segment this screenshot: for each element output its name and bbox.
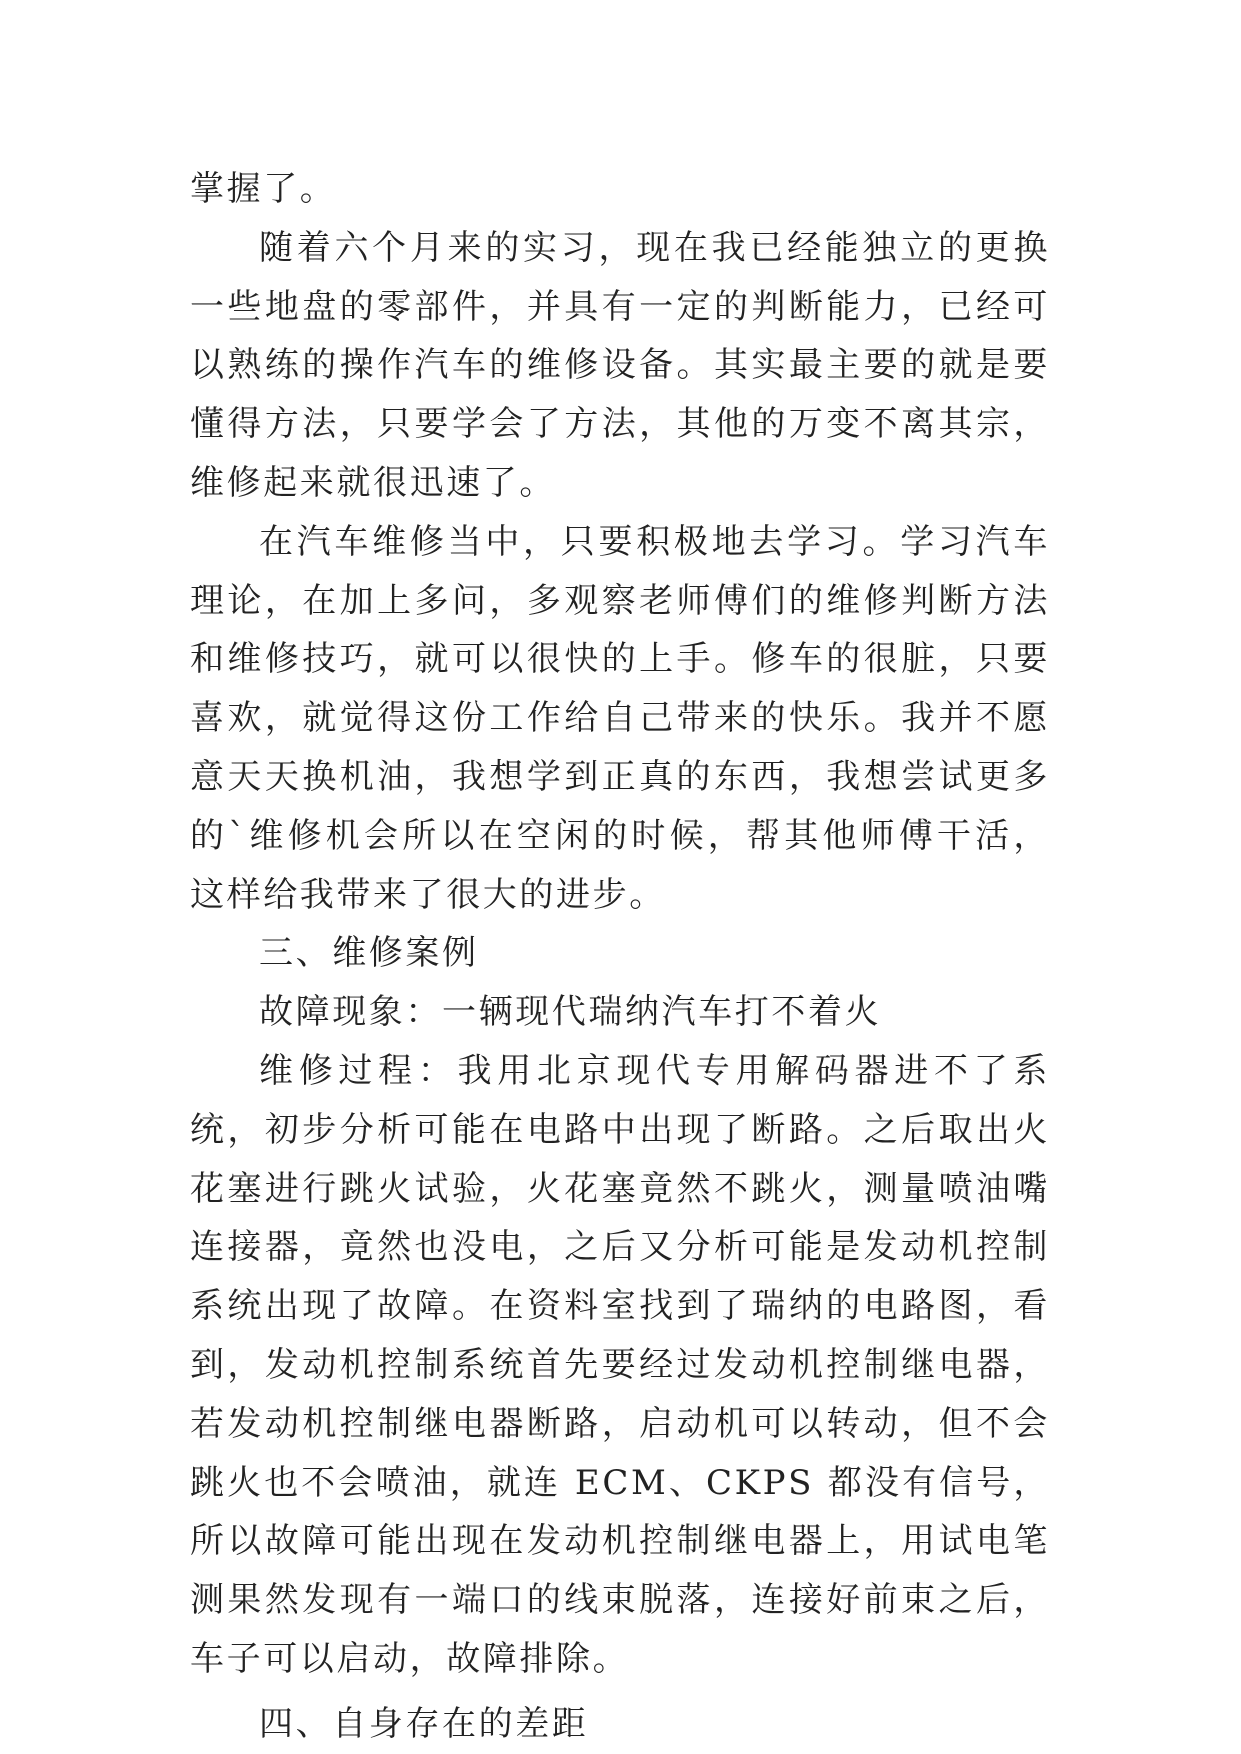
- paragraph-repair-process: 维修过程：我用北京现代专用解码器进不了系统，初步分析可能在电路中出现了断路。之后取出火花塞进行跳火试验，火花塞竟然不跳火，测量喷油嘴连接器，竟然也没电，之后又分析可能是发动机控制系统出现了故障。在资料室找到了瑞纳的电路图，看到，发动机控制系统首先要经过发动机控制继电器，若发动机控制继电器断路，启动机可以转动，但不会跳火也不会喷油，就连 ECM、CKPS 都没有信号，所以故障可能出现在发动机控制继电器上，用试电笔测果然发现有一端口的线束脱落，连接好前束之后，车子可以启动，故障排除。: [190, 1050, 1050, 1679]
- paragraph-internship-progress: 随着六个月来的实习，现在我已经能独立的更换一些地盘的零部件，并具有一定的判断能力，已经可以熟练的操作汽车的维修设备。其实最主要的就是要懂得方法，只要学会了方法，其他的万变不离其宗，维修起来就很迅速了。: [190, 227, 1050, 503]
- paragraph-learning-attitude: 在汽车维修当中，只要积极地去学习。学习汽车理论，在加上多问，多观察老师傅们的维修判断方法和维修技巧，就可以很快的上手。修车的很脏，只要喜欢，就觉得这份工作给自己带来的快乐。我并不愿意天天换机油，我想学到正真的东西，我想尝试更多的`维修机会所以在空闲的时候，帮其他师傅干活，这样给我带来了很大的进步。: [190, 521, 1050, 915]
- paragraph-fault-symptom: 故障现象：一辆现代瑞纳汽车打不着火: [259, 992, 882, 1033]
- document-body: [190, 160, 1050, 1754]
- paragraph-continuation: 掌握了。: [190, 169, 337, 209]
- section-heading-repair-case: 三、维修案例: [259, 933, 479, 974]
- section-heading-self-gaps: 四、自身存在的差距: [259, 1703, 589, 1744]
